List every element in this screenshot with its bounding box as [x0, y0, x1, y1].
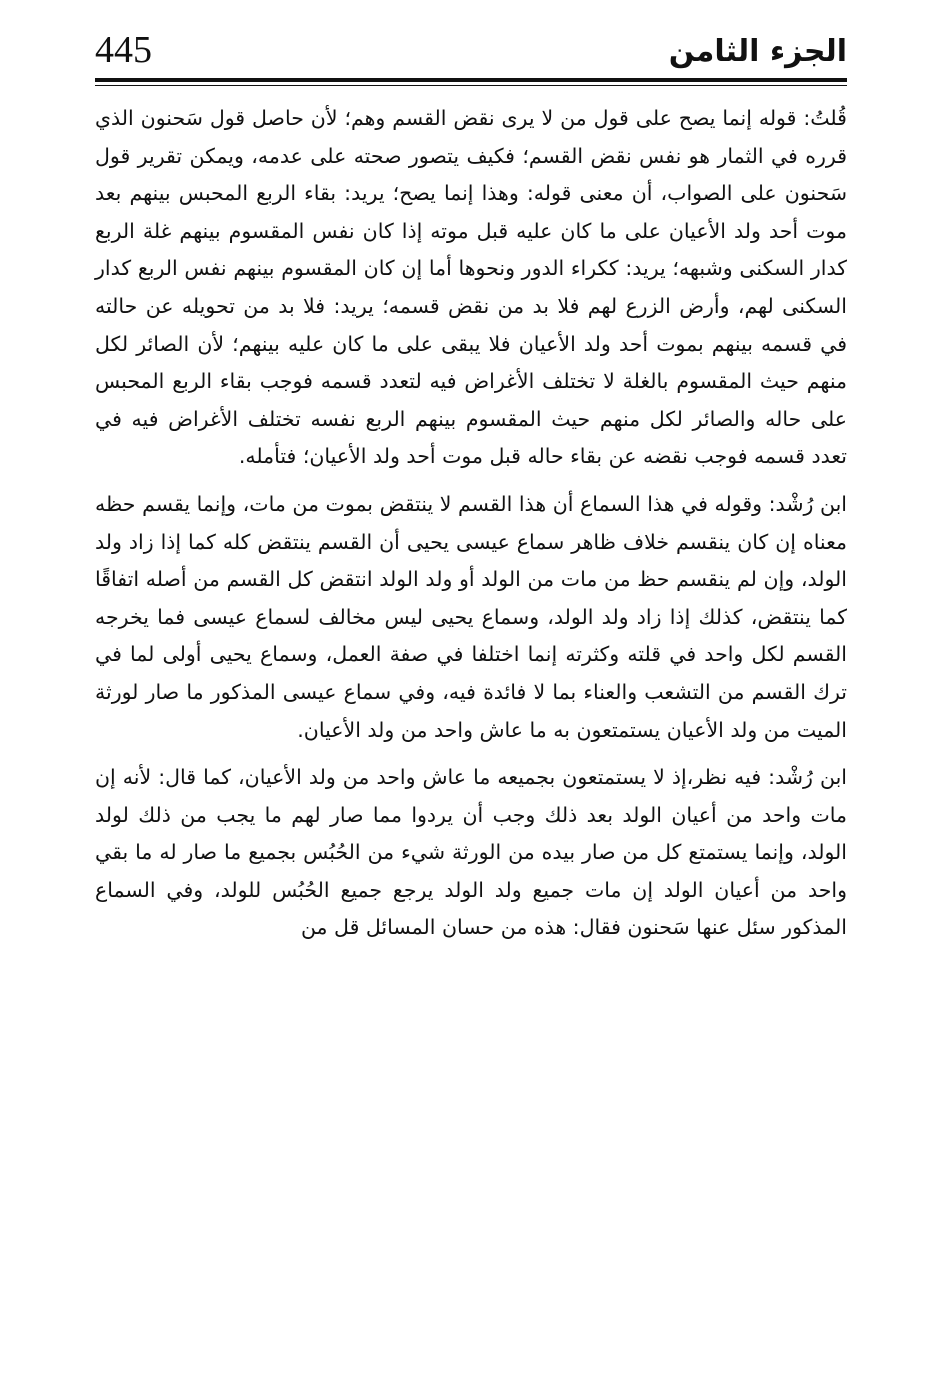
header-rule-thin [95, 85, 847, 86]
page-header [95, 22, 847, 88]
paragraph: ابن رُشْد: وقوله في هذا السماع أن هذا القسم لا ينتقض بموت من مات، وإنما يقسم حظه معناه إن كان ينقسم خلاف ظاهر سماع عيسى يحيى أن القسم ينتقض كله كما إذا زاد ولد الولد، وإن لم ينقسم حظ من مات من الولد أو ولد الولد انتقض كل القسم من أصله اتفاقًا كما ينتقض، كذلك إذا زاد ولد الولد، وسماع يحيى ليس مخالف لسماع عيسى فما يخرجه القسم لكل واحد في قلته وكثرته إنما اختلفا في صفة العمل، وسماع يحيى أولى لما في ترك القسم من التشعب والعناء بما لا فائدة فيه، وفي سماع عيسى المذكور ما صار لورثة الميت من ولد الأعيان يستمتعون به ما عاش واحد من ولد الأعيان. [95, 491, 847, 742]
paragraph: قُلتُ: قوله إنما يصح على قول من لا يرى نقض القسم وهم؛ لأن حاصل قول سَحنون الذي قرره في الثمار هو نفس نقض القسم؛ فكيف يتصور صحته على عدمه، ويمكن تقرير قول سَحنون على الصواب، أن معنى قوله: وهذا إنما يصح؛ يريد: بقاء الربع المحبس بينهم بعد موت أحد ولد الأعيان على ما كان عليه قبل موته إذا كان نفس المقسوم بينهم غلة الربع كدار السكنى وشبهه؛ يريد: ككراء الدور ونحوها أما إن كان المقسوم بينهم نفس الربع كدار السكنى لهم، وأرض الزرع لهم فلا بد من نقض قسمه؛ يريد: فلا بد من تحويله عن حالته في قسمه بينهم بموت أحد ولد الأعيان فلا يبقى على ما كان عليه بينهم؛ لأن الصائر لكل منهم حيث المقسوم بالغلة لا تختلف الأغراض فيه لتعدد قسمه فوجب بقاء الربع المحبس على حاله والصائر لكل منهم حيث المقسوم بينهم الربع نفسه تختلف الأغراض فيه في تعدد قسمه فوجب نقضه عن بقاء حاله قبل موت أحد ولد الأعيان؛ فتأمله. [95, 106, 847, 469]
running-head: الجزء الثامن [668, 34, 847, 69]
paragraph: ابن رُشْد: فيه نظر،إذ لا يستمتعون بجميعه ما عاش واحد من ولد الأعيان، كما قال: لأنه إن مات واحد من أعيان الولد بعد ذلك وجب أن يردوا مما صار لهم ما يجب من ذلك لولد الولد، وإنما يستمتع كل من صار بيده من الورثة شيء من الحُبُس بجميع ما صار له ما بقي واحد من أعيان الولد إن مات جميع ولد الولد يرجع جميع الحُبُس للولد، وفي السماع المذكور سئل عنها سَحنون فقال: هذه من حسان المسائل قل من [95, 765, 847, 940]
page-body [95, 100, 847, 947]
page-number: 445 [95, 29, 152, 71]
header-rule-thick [95, 78, 847, 82]
